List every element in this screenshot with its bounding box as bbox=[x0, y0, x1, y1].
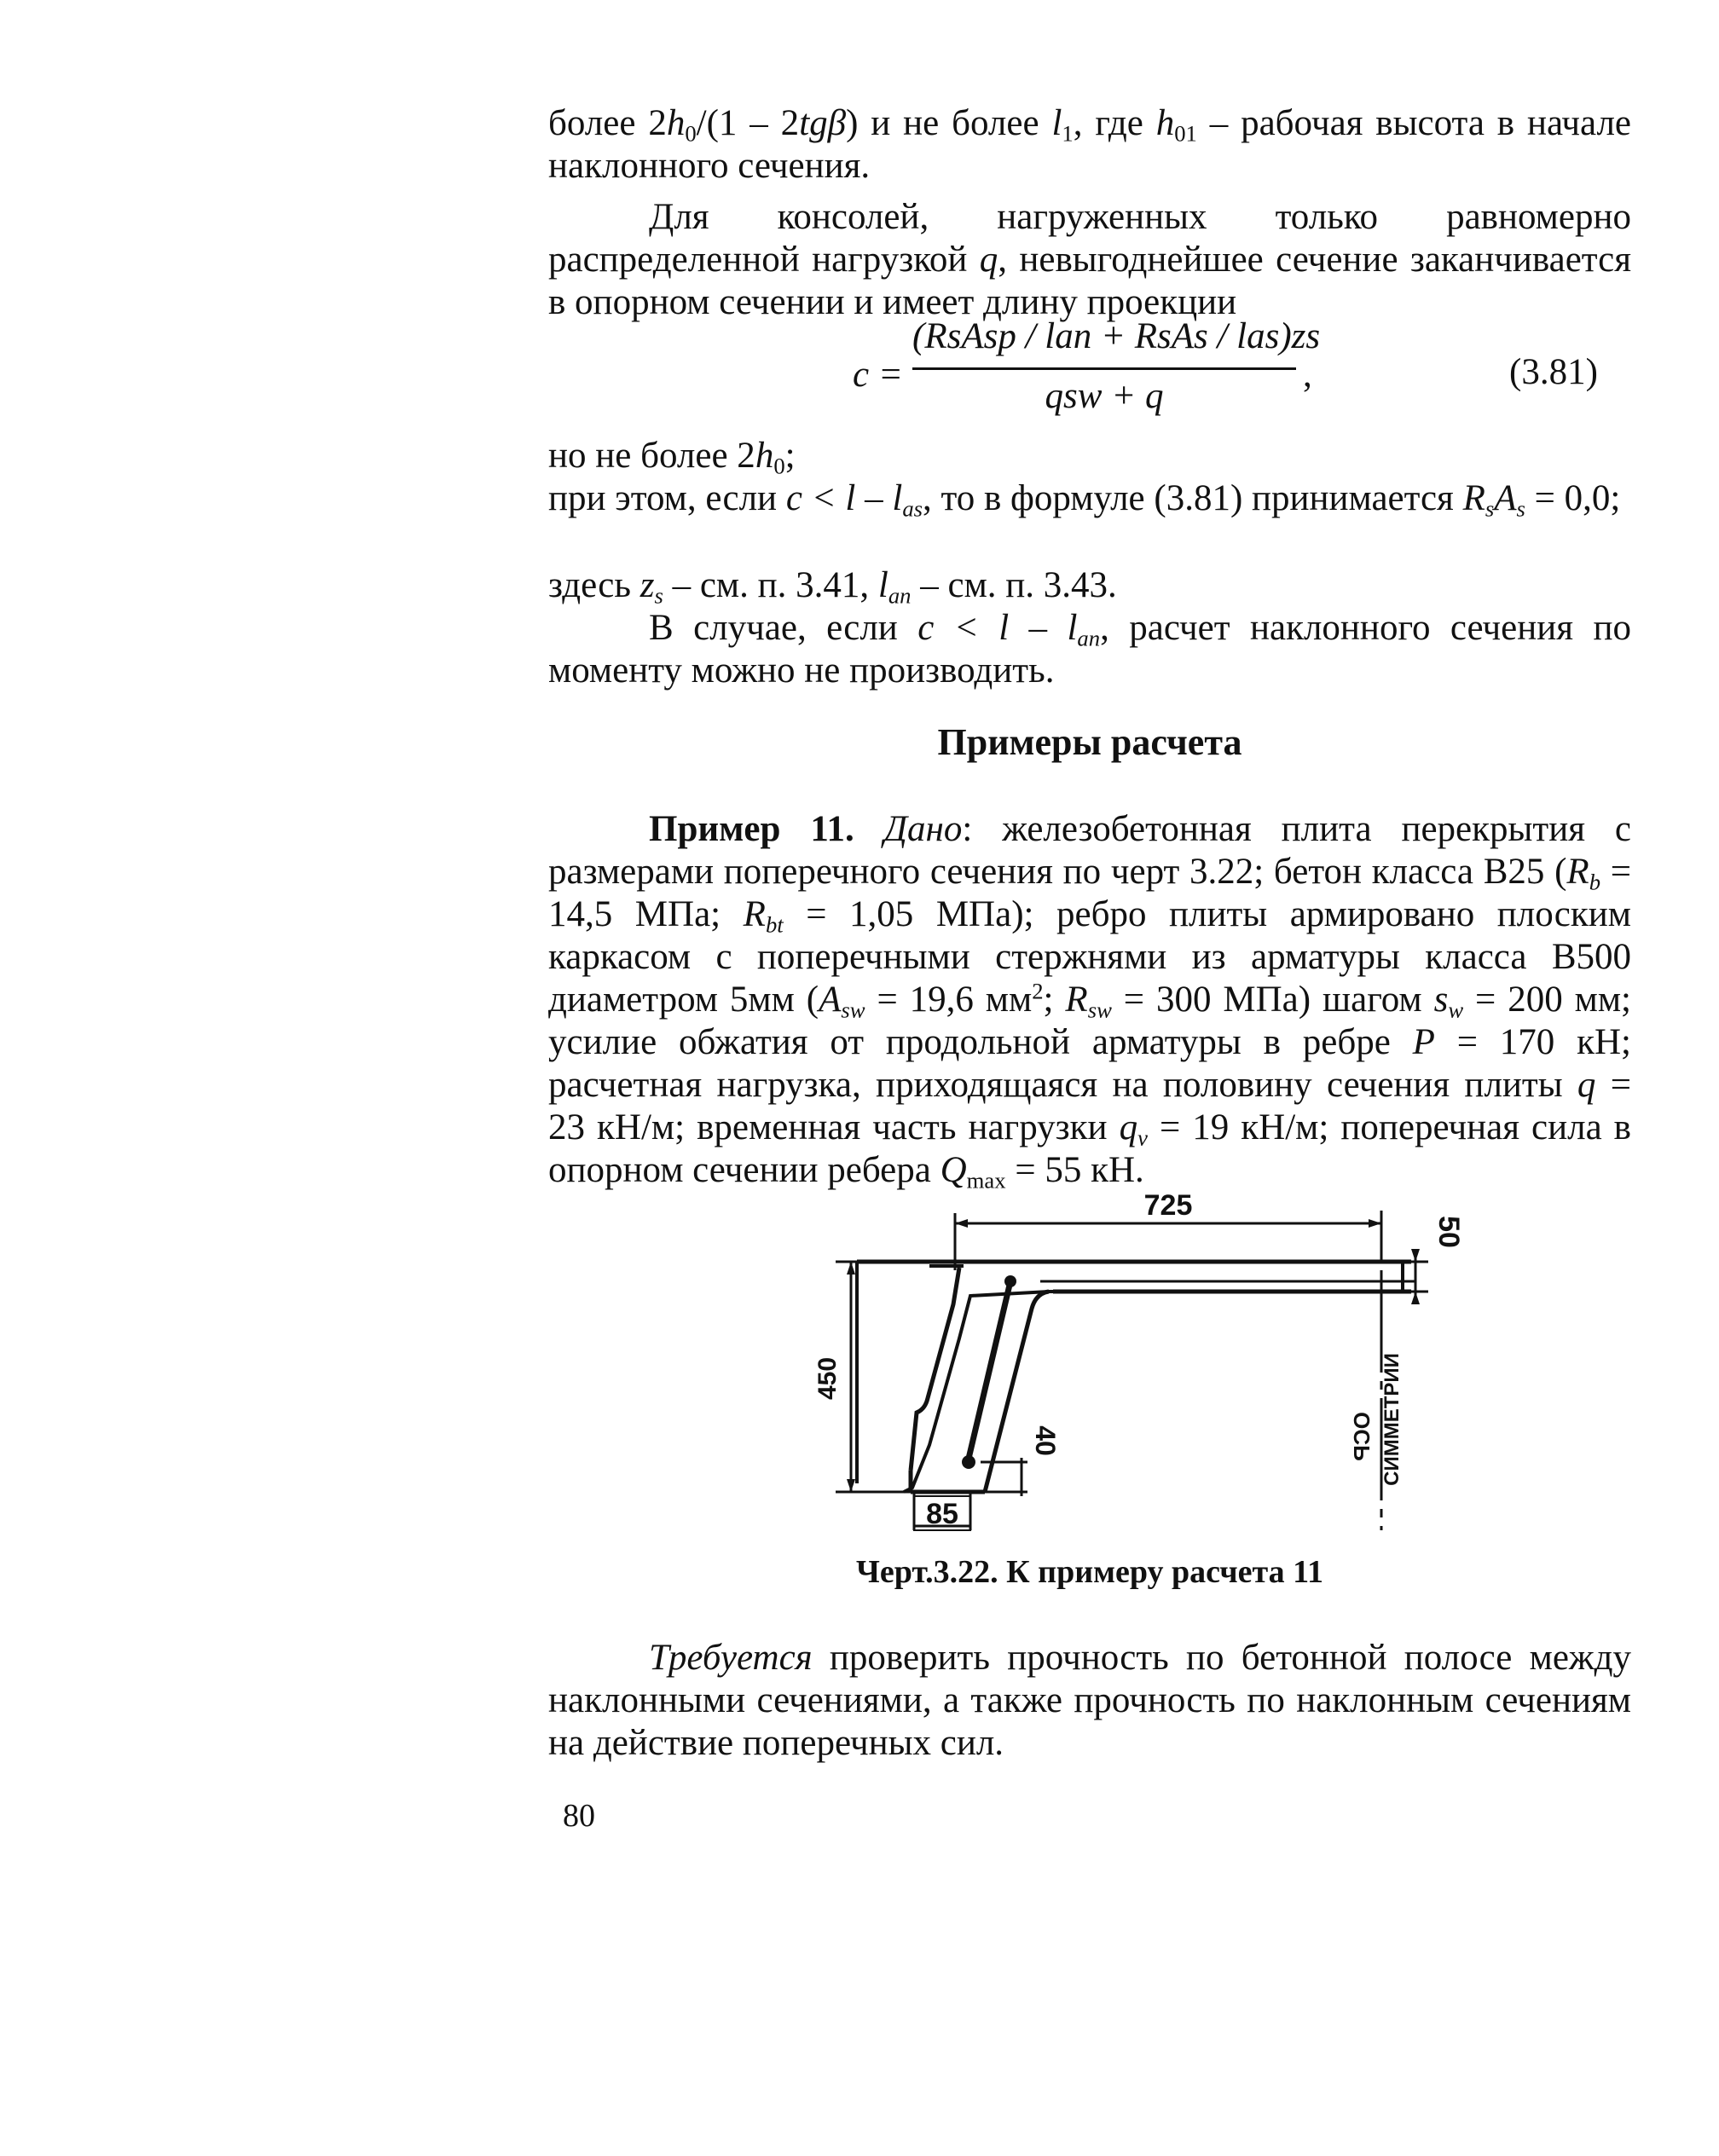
paragraph-requirement: Требуется проверить прочность по бетонной полосе между наклонными сечениями, а также прочность по наклонным сечениям на действие поперечных сил. bbox=[548, 1638, 1631, 1763]
formula-numerator: (RsAsp / lan + RsAs / las)zs bbox=[912, 316, 1321, 356]
line-references: здесь $z_s$ – см. п. 3.41, $l_{an}$ – см. п. 3.43. bbox=[548, 565, 1117, 609]
equation-number: (3.81) bbox=[1509, 352, 1598, 392]
paragraph-condition: при этом, если $c < l - l_{as}$, то в формуле (3.81) принимается $R_sA_s = 0,0$; bbox=[548, 478, 1621, 522]
formula-3-81 bbox=[853, 315, 1330, 426]
section-outline bbox=[857, 1262, 1403, 1492]
fraction-bar bbox=[912, 367, 1296, 370]
formula-lhs: c = bbox=[853, 355, 903, 395]
dimension-lines bbox=[836, 1211, 1428, 1530]
page-number: 80 bbox=[563, 1798, 595, 1834]
paragraph-example-11: Пример 11. Дано: железобетонная плита перекрытия с размерами поперечного сечения по черт 3.22; бетон класса В25 ($R_b = 14,5$ МПа; $R_{bt} = 1,05$ МПа); ребро плиты армировано плоским каркасом с поперечными стержнями из арматуры класса В500 диаметром 5мм ($A_{sw} = 19,6$ $мм^2$; $R_{sw} = 300$ МПа) шагом $s_w = 200$ мм; усилие обжатия от продольной арматуры в ребре P = 170 кН; расчетная нагрузка, приходящаяся на половину сечения плиты q = 23 кН/м; временная часть нагрузки $q_v = 19$ кН/м; поперечная сила в опорном сечении ребера $Q_{max} = 55$ кН. bbox=[548, 809, 1631, 1194]
paragraph-case: В случае, если $c < l - l_{an}$, расчет наклонного сечения по моменту можно не производить. bbox=[548, 608, 1632, 691]
concrete-edges bbox=[857, 1262, 1411, 1492]
formula-comma: , bbox=[1303, 355, 1312, 395]
dim-width-label: 725 bbox=[1143, 1189, 1193, 1222]
bar-bottom-dot bbox=[962, 1455, 975, 1469]
section-heading: Примеры расчета bbox=[937, 721, 1242, 763]
cross-section-drawing bbox=[813, 1189, 1465, 1547]
paragraph-intro: более $2h_0/(1 - 2tg\beta)$ и не более $l_1$, где $h_{01}$ – рабочая высота в начале наклонного сечения. bbox=[548, 103, 1631, 186]
dim-rib-label: 85 bbox=[926, 1498, 958, 1530]
reinforcement-bar bbox=[968, 1281, 1010, 1462]
line-limit: но не более $2h_0$; bbox=[548, 436, 796, 479]
paragraph-consoles: Для консолей, нагруженных только равномерно распределенной нагрузкой q, невыгоднейшее сечение заканчивается в опорном сечении и имеет длину проекции bbox=[548, 197, 1631, 322]
axis-label-2: СИММЕТРИИ bbox=[1380, 1353, 1404, 1486]
dim-flange-label: 50 bbox=[1432, 1216, 1465, 1248]
dim-cover-label: 40 bbox=[1030, 1425, 1061, 1456]
axis-label-1: ОСЬ bbox=[1349, 1412, 1375, 1461]
dim-height-label: 450 bbox=[813, 1356, 842, 1401]
bar-top-dot bbox=[1004, 1275, 1016, 1287]
figure-caption: Черт.3.22. К примеру расчета 11 bbox=[855, 1554, 1324, 1590]
formula-denominator: qsw + q bbox=[1045, 376, 1164, 416]
